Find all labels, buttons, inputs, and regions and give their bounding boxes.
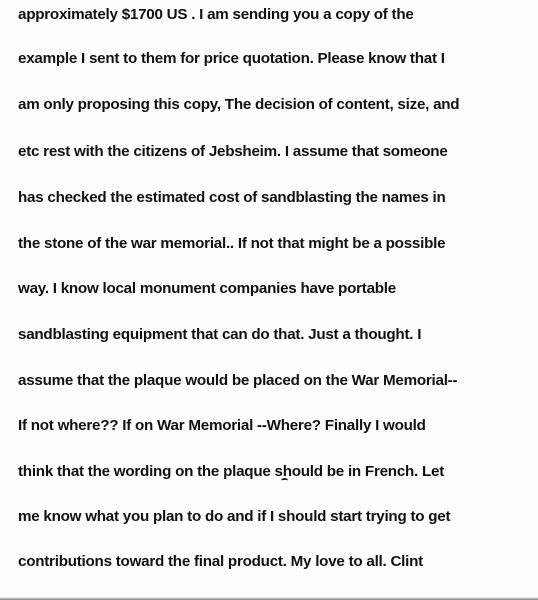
text-line: me know what you plan to do and if I should start trying to get (18, 508, 451, 525)
text-line: If not where?? If on War Memorial --Where? Finally I would (18, 417, 426, 434)
text-line: contributions toward the final product. My love to all. Clint (18, 553, 423, 570)
text-line: think that the wording on the plaque should be in French. Let (18, 463, 445, 480)
text-line: way. I know local monument companies have portable (18, 280, 396, 297)
scan-speck (281, 478, 288, 483)
text-line: the stone of the war memorial.. If not that might be a possible (18, 235, 446, 252)
text-line: has checked the estimated cost of sandblasting the names in (18, 189, 446, 206)
text-line: approximately $1700 US . I am sending you a copy of the (18, 6, 414, 23)
text-line: am only proposing this copy, The decision of content, size, and (18, 96, 460, 113)
text-line: assume that the plaque would be placed on the War Memorial-- (18, 372, 458, 389)
text-line: example I sent to them for price quotation. Please know that I (18, 50, 445, 67)
text-line: sandblasting equipment that can do that. Just a thought. I (18, 326, 422, 343)
text-line: etc rest with the citizens of Jebsheim. I assume that someone (18, 143, 448, 160)
